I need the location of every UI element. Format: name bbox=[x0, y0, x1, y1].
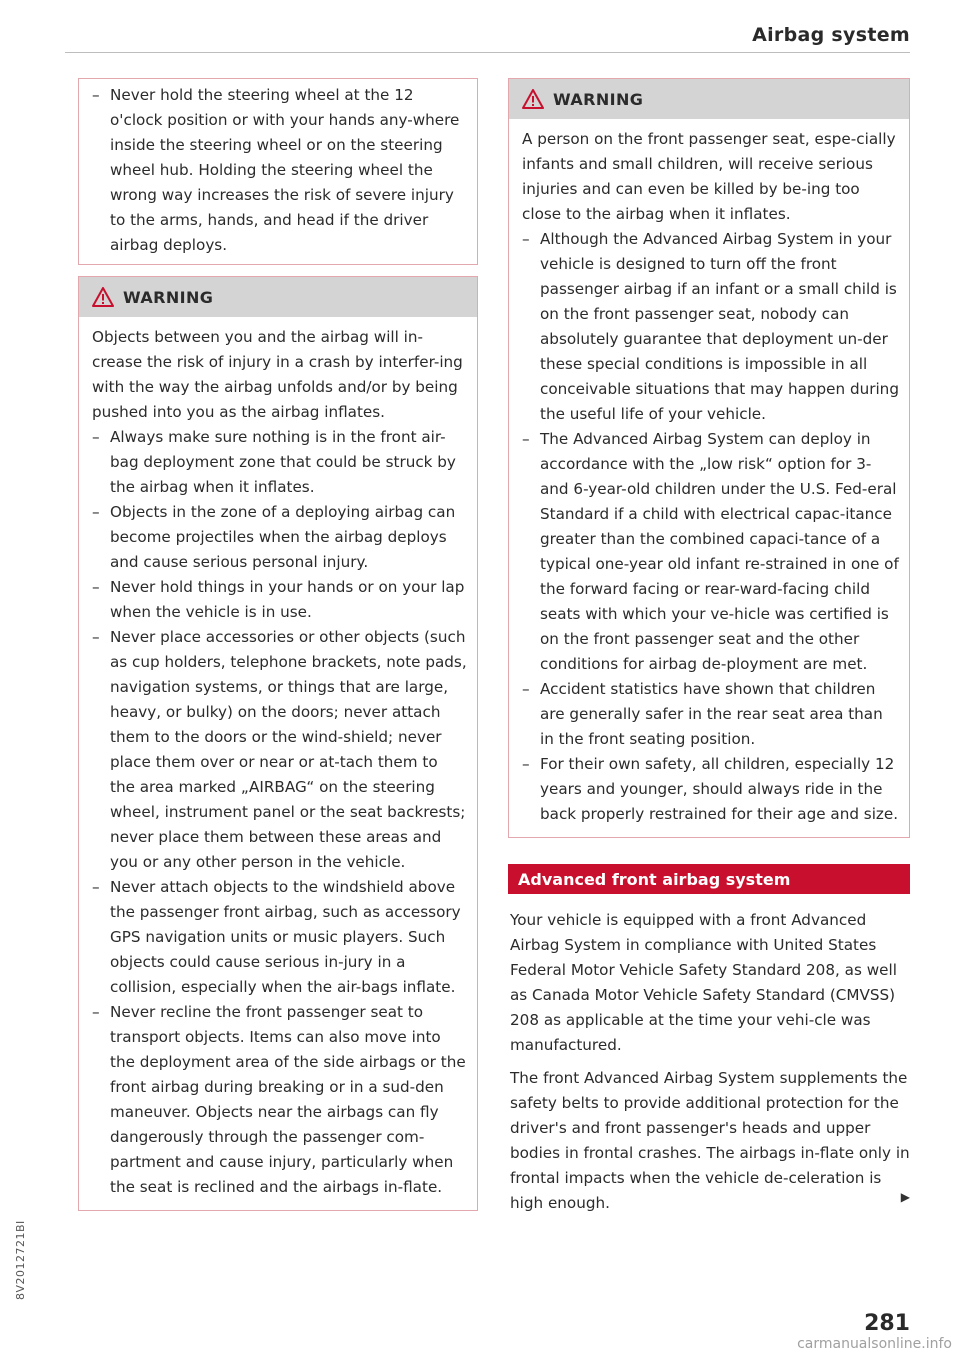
warning-box-passenger bbox=[508, 78, 910, 838]
list-item: – Accident statistics have shown that children are generally safer in the rear seat area than in the front seating position. bbox=[522, 677, 899, 752]
list-item: – Never attach objects to the windshield above the passenger front airbag, such as accessory GPS navigation units or music players. Such objects could cause serious in-jury in a collision, especially when the air-bags inflate. bbox=[92, 875, 467, 1000]
right-column bbox=[508, 0, 910, 1216]
section-heading: Advanced front airbag system bbox=[508, 864, 910, 894]
continue-arrow-icon: ▶ bbox=[900, 1190, 910, 1204]
left-column bbox=[78, 0, 478, 1211]
list-item: – Never hold the steering wheel at the 12 o'clock position or with your hands any-where inside the steering wheel or on the steering wheel hub. Holding the steering wheel the wrong way increases the risk of severe injury to the arms, hands, and head if the driver airbag deploys. bbox=[92, 83, 467, 258]
list-item: – Never hold things in your hands or on your lap when the vehicle is in use. bbox=[92, 575, 467, 625]
warning-title: WARNING bbox=[553, 89, 644, 109]
warning-box-objects bbox=[78, 276, 478, 1211]
section-body bbox=[508, 908, 910, 1216]
list-item: – Although the Advanced Airbag System in your vehicle is designed to turn off the front passenger airbag if an infant or a small child is on the front passenger seat, nobody can absolutely guarantee that deployment un-der these special conditions is impossible in all conceivable situations that may happen during the useful life of your vehicle. bbox=[522, 227, 899, 427]
warning-title: WARNING bbox=[123, 287, 214, 307]
warning-header bbox=[509, 79, 909, 119]
list-item: – Never place accessories or other objects (such as cup holders, telephone brackets, note pads, navigation systems, or things that are large, heavy, or bulky) on the doors; never attach them to the doors or the wind-shield; never place them over or near or at-tach them to the area marked „AIRBAG“ on the steering wheel, instrument panel or the seat backrests; never place them between these areas and you or any other person in the vehicle. bbox=[92, 625, 467, 875]
list-item: – Objects in the zone of a deploying airbag can become projectiles when the airbag deploys and cause serious personal injury. bbox=[92, 500, 467, 575]
page-header-title: Airbag system bbox=[752, 24, 910, 46]
warning-intro: Objects between you and the airbag will in-crease the risk of injury in a crash by interfer-ing with the way the airbag unfolds and/or by being pushed into you as the airbag inflates. bbox=[92, 328, 463, 421]
warning-list bbox=[522, 227, 899, 827]
watermark: carmanualsonline.info bbox=[797, 1336, 952, 1352]
warning-intro: A person on the front passenger seat, espe-cially infants and small children, will receive serious injuries and can even be killed by be-ing too close to the airbag when it inflates. bbox=[522, 130, 896, 223]
paragraph: The front Advanced Airbag System supplements the safety belts to provide additional protection for the driver's and front passenger's heads and upper bodies in frontal crashes. The airbags in-flate only in frontal impacts when the vehicle de-celeration is high enough. bbox=[510, 1069, 910, 1212]
warning-triangle-icon bbox=[92, 287, 114, 307]
warning-header bbox=[79, 277, 477, 317]
paragraph: Your vehicle is equipped with a front Advanced Airbag System in compliance with United States Federal Motor Vehicle Safety Standard 208, as well as Canada Motor Vehicle Safety Standard (CMVSS) 208 as applicable at the time your vehi-cle was manufactured. bbox=[510, 911, 897, 1054]
warning-list bbox=[92, 425, 467, 1200]
list-item: – Always make sure nothing is in the front air-bag deployment zone that could be struck by the airbag when it inflates. bbox=[92, 425, 467, 500]
list-item: – The Advanced Airbag System can deploy in accordance with the „low risk“ option for 3- and 6-year-old children under the U.S. Fed-eral Standard if a child with electrical capac-itance greater than the combined capaci-tance of a typical one-year old infant re-strained in one of the forward facing or rear-ward-facing child seats with which your ve-hicle was certified is on the front passenger seat and the other conditions for airbag de-ployment are met. bbox=[522, 427, 899, 677]
list-item: – Never recline the front passenger seat to transport objects. Items can also move into the deployment area of the side airbags or the front airbag during breaking or in a sud-den maneuver. Objects near the airbags can fly dangerously through the passenger com-partment and cause injury, particularly when the seat is reclined and the airbags in-flate. bbox=[92, 1000, 467, 1200]
page-number: 281 bbox=[864, 1311, 910, 1336]
warning-triangle-icon bbox=[522, 89, 544, 109]
intro-continuation-box bbox=[78, 78, 478, 265]
document-code: 8V2012721BI bbox=[14, 1220, 27, 1300]
intro-list bbox=[92, 83, 467, 258]
list-item: – For their own safety, all children, especially 12 years and younger, should always ride in the back properly restrained for their age and size. bbox=[522, 752, 899, 827]
